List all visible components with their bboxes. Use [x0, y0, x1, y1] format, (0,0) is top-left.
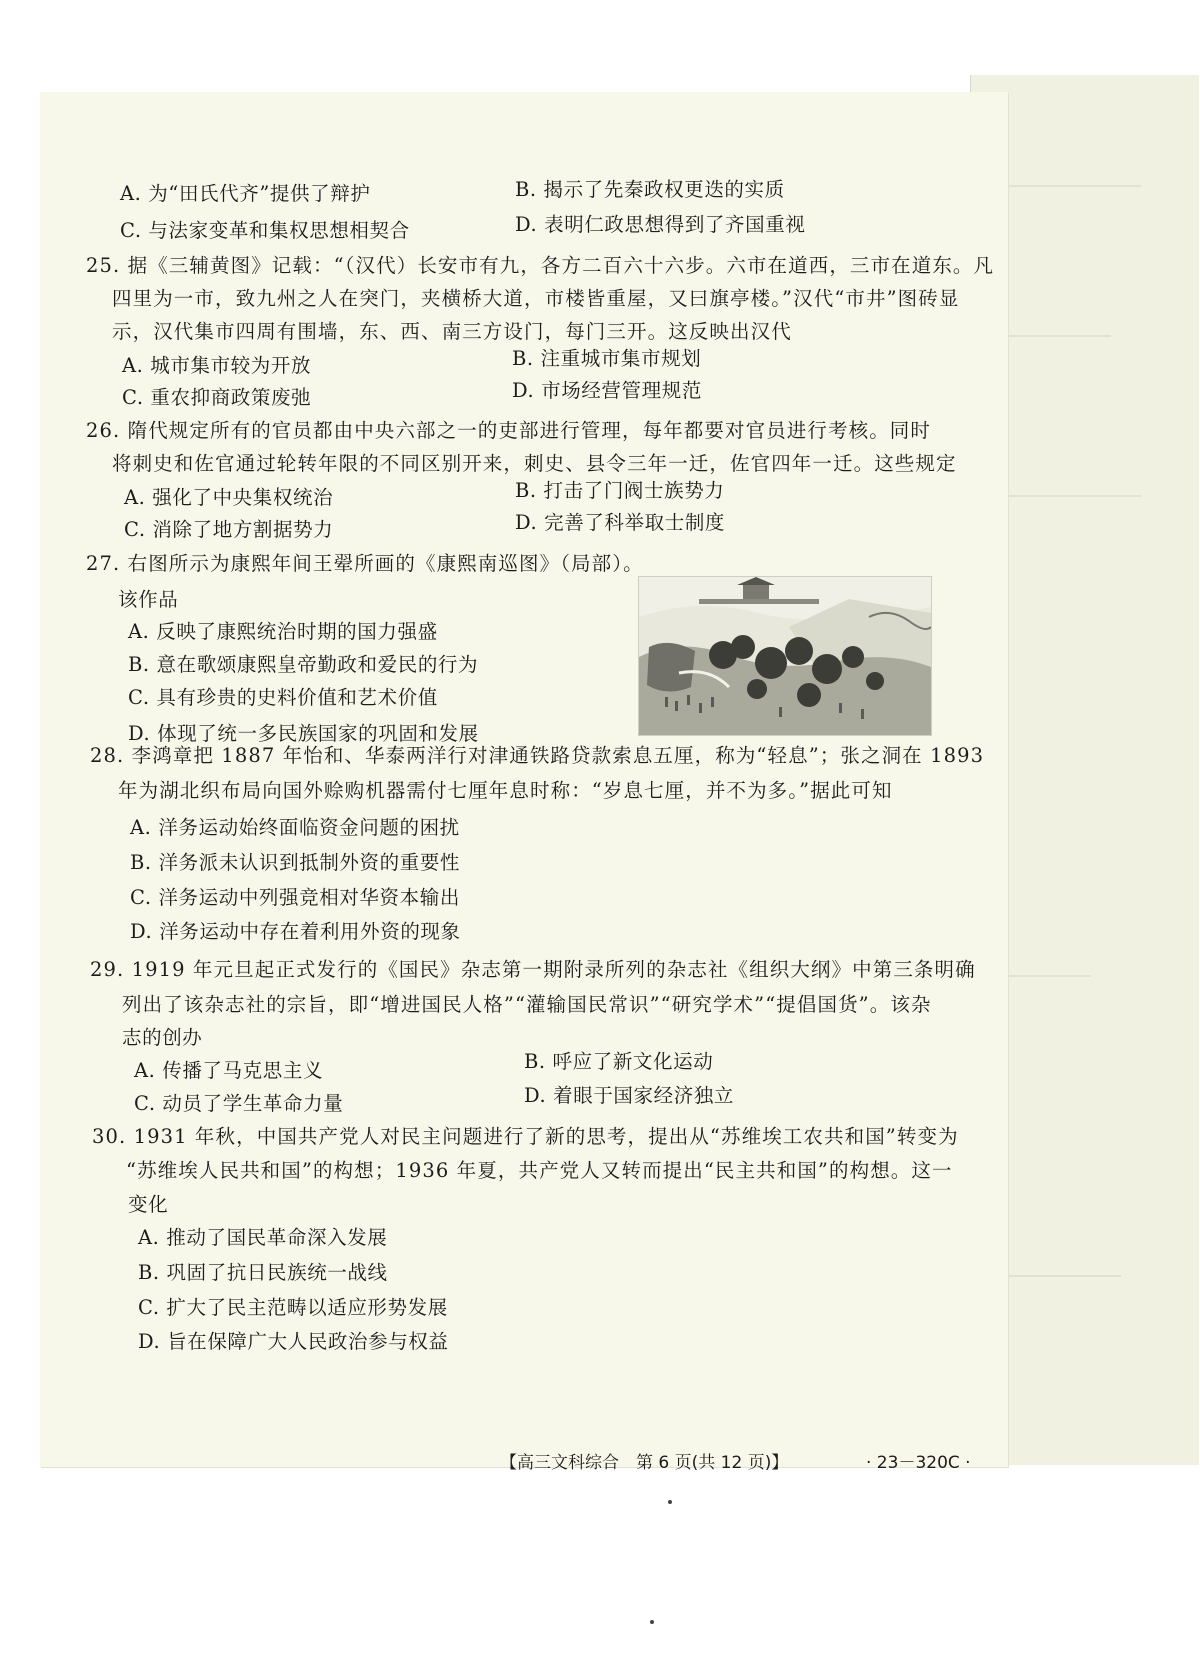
- page-footer: 【高三文科综合 第 6 页(共 12 页)】: [500, 1453, 789, 1473]
- exam-code: · 23－320C ·: [866, 1453, 971, 1473]
- q29-stem-line-2: 列出了该杂志社的宗旨，即“增进国民人格”“灌输国民常识”“研究学术”“提倡国货”。该杂: [122, 993, 932, 1016]
- q24-option-a[interactable]: A. 为“田氏代齐”提供了辩护: [120, 182, 371, 205]
- q25-stem-line-1: 25. 据《三辅黄图》记载：“（汉代）长安市有九，各方二百六十六步。六市在道西，三市在道东。凡: [86, 254, 995, 277]
- q25-option-d[interactable]: D. 市场经营管理规范: [512, 379, 702, 402]
- q30-option-b[interactable]: B. 巩固了抗日民族统一战线: [138, 1261, 388, 1284]
- q29-option-a[interactable]: A. 传播了马克思主义: [134, 1059, 324, 1082]
- q26-stem-line-1: 26. 隋代规定所有的官员都由中央六部之一的吏部进行管理，每年都要对官员进行考核。同时: [86, 419, 932, 442]
- q27-option-b[interactable]: B. 意在歌颂康熙皇帝勤政和爱民的行为: [128, 653, 479, 676]
- q30-option-d[interactable]: D. 旨在保障广大人民政治参与权益: [138, 1330, 449, 1353]
- scan-speck: [650, 1620, 654, 1624]
- q27-stem-line-2: 该作品: [118, 588, 179, 611]
- q25-option-c[interactable]: C. 重农抑商政策废弛: [122, 386, 312, 409]
- kangxi-southern-tour-painting: [638, 576, 932, 736]
- q29-stem-line-3: 志的创办: [122, 1026, 203, 1049]
- q24-option-d[interactable]: D. 表明仁政思想得到了齐国重视: [515, 213, 806, 236]
- q27-option-c[interactable]: C. 具有珍贵的史料价值和艺术价值: [128, 686, 438, 709]
- q30-stem-line-2: “苏维埃人民共和国”的构想；1936 年夏，共产党人又转而提出“民主共和国”的构想。这一: [126, 1159, 953, 1182]
- q27-option-a[interactable]: A. 反映了康熙统治时期的国力强盛: [128, 620, 438, 643]
- q28-option-c[interactable]: C. 洋务运动中列强竞相对华资本输出: [130, 886, 460, 909]
- q28-option-b[interactable]: B. 洋务派未认识到抵制外资的重要性: [130, 851, 461, 874]
- q28-stem-line-1: 28. 李鸿章把 1887 年怡和、华泰两洋行对津通铁路贷款索息五厘，称为“轻息”；张之洞在 1893: [90, 744, 985, 767]
- q30-stem-line-3: 变化: [128, 1193, 169, 1216]
- q30-option-c[interactable]: C. 扩大了民主范畴以适应形势发展: [138, 1296, 448, 1319]
- q26-option-b[interactable]: B. 打击了门阀士族势力: [515, 479, 725, 502]
- q29-option-c[interactable]: C. 动员了学生革命力量: [134, 1092, 344, 1115]
- scan-speck: [668, 1500, 672, 1504]
- q30-option-a[interactable]: A. 推动了国民革命深入发展: [138, 1226, 388, 1249]
- q26-stem-line-2: 将刺史和佐官通过轮转年限的不同区别开来，刺史、县令三年一迁，佐官四年一迁。这些规定: [112, 452, 957, 475]
- q29-stem-line-1: 29. 1919 年元旦起正式发行的《国民》杂志第一期附录所列的杂志社《组织大纲》中第三条明确: [90, 958, 976, 981]
- q28-option-d[interactable]: D. 洋务运动中存在着利用外资的现象: [130, 920, 461, 943]
- q29-option-d[interactable]: D. 着眼于国家经济独立: [524, 1084, 735, 1107]
- q29-option-b[interactable]: B. 呼应了新文化运动: [524, 1050, 714, 1073]
- q26-option-a[interactable]: A. 强化了中央集权统治: [124, 486, 334, 509]
- q27-option-d[interactable]: D. 体现了统一多民族国家的巩固和发展: [128, 722, 479, 745]
- q25-stem-line-2: 四里为一市，致九州之人在突门，夹横桥大道，市楼皆重屋，又曰旗亭楼。”汉代“市井”图砖显: [112, 287, 960, 310]
- q24-option-c[interactable]: C. 与法家变革和集权思想相契合: [120, 219, 410, 242]
- q25-option-a[interactable]: A. 城市集市较为开放: [122, 354, 312, 377]
- q26-option-d[interactable]: D. 完善了科举取士制度: [515, 511, 726, 534]
- q25-option-b[interactable]: B. 注重城市集市规划: [512, 347, 702, 370]
- q27-stem-line-1: 27. 右图所示为康熙年间王翚所画的《康熙南巡图》（局部）。: [86, 552, 644, 575]
- q28-stem-line-2: 年为湖北织布局向国外赊购机器需付七厘年息时称：“岁息七厘，并不为多。”据此可知: [118, 779, 893, 802]
- q24-option-b[interactable]: B. 揭示了先秦政权更迭的实质: [515, 178, 785, 201]
- q28-option-a[interactable]: A. 洋务运动始终面临资金问题的困扰: [130, 816, 460, 839]
- q26-option-c[interactable]: C. 消除了地方割据势力: [124, 518, 334, 541]
- q30-stem-line-1: 30. 1931 年秋，中国共产党人对民主问题进行了新的思考，提出从“苏维埃工农共和国”转变为: [92, 1125, 959, 1148]
- q25-stem-line-3: 示，汉代集市四周有围墙，东、西、南三方设门，每门三开。这反映出汉代: [112, 320, 792, 343]
